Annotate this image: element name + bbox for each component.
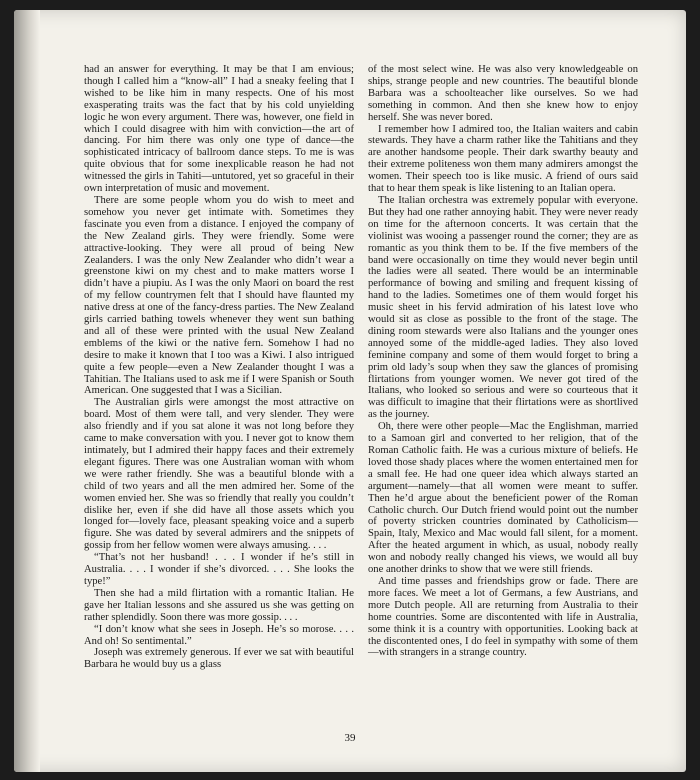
paragraph: Joseph was extremely generous. If ever we sat with beautiful Barbara he would buy us a glass [84,647,354,671]
paragraph: “That’s not her husband! . . . I wonder if he’s still in Australia. . . . I wonder if she’s divorced. . . . She looks the type!” [84,552,354,587]
paragraph: Oh, there were other people—Mac the Englishman, married to a Samoan girl and converted to her religion, that of the Roman Catholic faith. He was a curious mixture of beliefs. He loved those shady places where the women entertained men for a small fee. He had one queer idea which always started an argument—namely—that all women were meant to suffer. Then he’d argue about the beneficient power of the Roman Catholic church. Our Dutch friend would point out the number of poverty stricken countries dominated by Catholicism—Spain, Italy, Mexico and Mac would fall silent, for a moment. After the heated argument in which, as usual, nobody really won and nobody really changed his views, we would all buy one another drinks to show that we were still friends. [368,421,638,576]
paragraph: had an answer for everything. It may be that I am envious; though I called him a “know-all” I had a sneaky feeling that I wished to be like him in many respects. One of his most exasperating traits was the fact that by his cold unyielding logic he won every argument. There was, however, one field in which I could disagree with him with conviction—the art of dancing. For him there was only one type of dance—the sophisticated intricacy of ballroom dance steps. To me is was quite obvious that for some inexplicable reason he had not witnessed the girls in Tahiti—untutored, yet so graceful in their own interpretation of music and movement. [84,64,354,195]
right-column [368,64,638,659]
paragraph: Then she had a mild flirtation with a romantic Italian. He gave her Italian lessons and she assured us she was getting on rather splendidly. Soon there was more gossip. . . . [84,587,354,623]
paragraph: The Australian girls were amongst the most attractive on board. Most of them were tall, and very slender. They were also friendly and if you sat alone it was not long before they came to make conversation with you. I never got to know them intimately, but I admired their happy faces and their extremely elegant figures. There was one Australian woman with whom we were rather friendly. She was a beautiful blonde with a child of two years and all the men admired her. Some of the women envied her. She was so friendly that really you couldn’t dislike her, even if she did have all those assets which you longed for—lovely face, pleasant speaking voice and a superb figure. She was dated by several admirers and the snippets of gossip from her fellow women were always amusing. . . . [84,397,354,552]
book-page [14,10,686,772]
paragraph: The Italian orchestra was extremely popular with everyone. But they had one rather annoying habit. They were never ready on time for the afternoon concerts. It was certain that the violinist was wooing a passenger round the corner; they are as romantic as you think them to be. If the five members of the band were occasionally on time they would never begin until the ladies were all seated. There would be an interminable performance of bowing and smiling and frequent kissing of hand to the ladies. Sometimes one of them would forget his music sheet in his fervid admiration of his latest love who would sit as close as possible to the front of the stage. The dining room stewards were also Italians and the younger ones annoyed some of the middle-aged ladies. They also loved feminine company and some of them would forget to bring a prim old lady’s soup when they saw the glances of promising flirtations from younger women. We never got tired of the Italians, who looked so serious and were so courteous that it was difficult to imagine that their flirtations were as shortlived as the journey. [368,194,638,421]
page-number: 39 [344,732,356,744]
book-spine-shadow [14,10,40,772]
left-column [84,64,354,671]
paragraph: There are some people whom you do wish to meet and somehow you never get intimate with. Sometimes they fascinate you even from a distance. I enjoyed the company of the New Zealand girls. They were friendly. Some were attractive-looking. They were all proud of being New Zealanders. I was the only New Zealander who didn’t wear a greenstone kiwi on my chest and to make matters worse I didn’t have a piupiu. As I was the only Maori on board the rest of my fellow countrymen felt that I should have flaunted my native dress at one of the fancy-dress parties. The New Zealand girls carried bathing towels whenever they went sun bathing and all of these were printed with the usual New Zealand emblems of the kiwi or the native fern. Somehow I had no desire to make it known that I too was a Kiwi. I also intrigued quite a few people—even a New Zealander thought I was a Tahitian. The Italians used to ask me if I were Spanish or South American. One suggested that I was a Sicilian. [84,194,354,397]
paragraph: I remember how I admired too, the Italian waiters and cabin stewards. They have a charm rather like the Tahitians and they are another handsome people. Their dark swarthy beauty and their extreme politeness won them many admirers amongst the women. Their speech too is like music. A friend of ours said that to hear them speak is like listening to an Italian opera. [368,123,638,195]
paragraph: of the most select wine. He was also very knowledgeable on ships, strange people and new countries. The beautiful blonde Barbara was a schoolteacher like ourselves. So we had something in common. And then she knew how to enjoy herself. She was never bored. [368,64,638,123]
paragraph: “I don’t know what she sees in Joseph. He’s so morose. . . . And oh! So sentimental.” [84,623,354,647]
paragraph: And time passes and friendships grow or fade. There are more faces. We meet a lot of Germans, a few Austrians, and more Dutch people. All are returning from Australia to their home countries. Some are discontented with life in Australia, some think it is a country with opportunities. Looking back at the discontented ones, I do feel in sympathy with some of them—with strangers in a strange country. [368,575,638,659]
